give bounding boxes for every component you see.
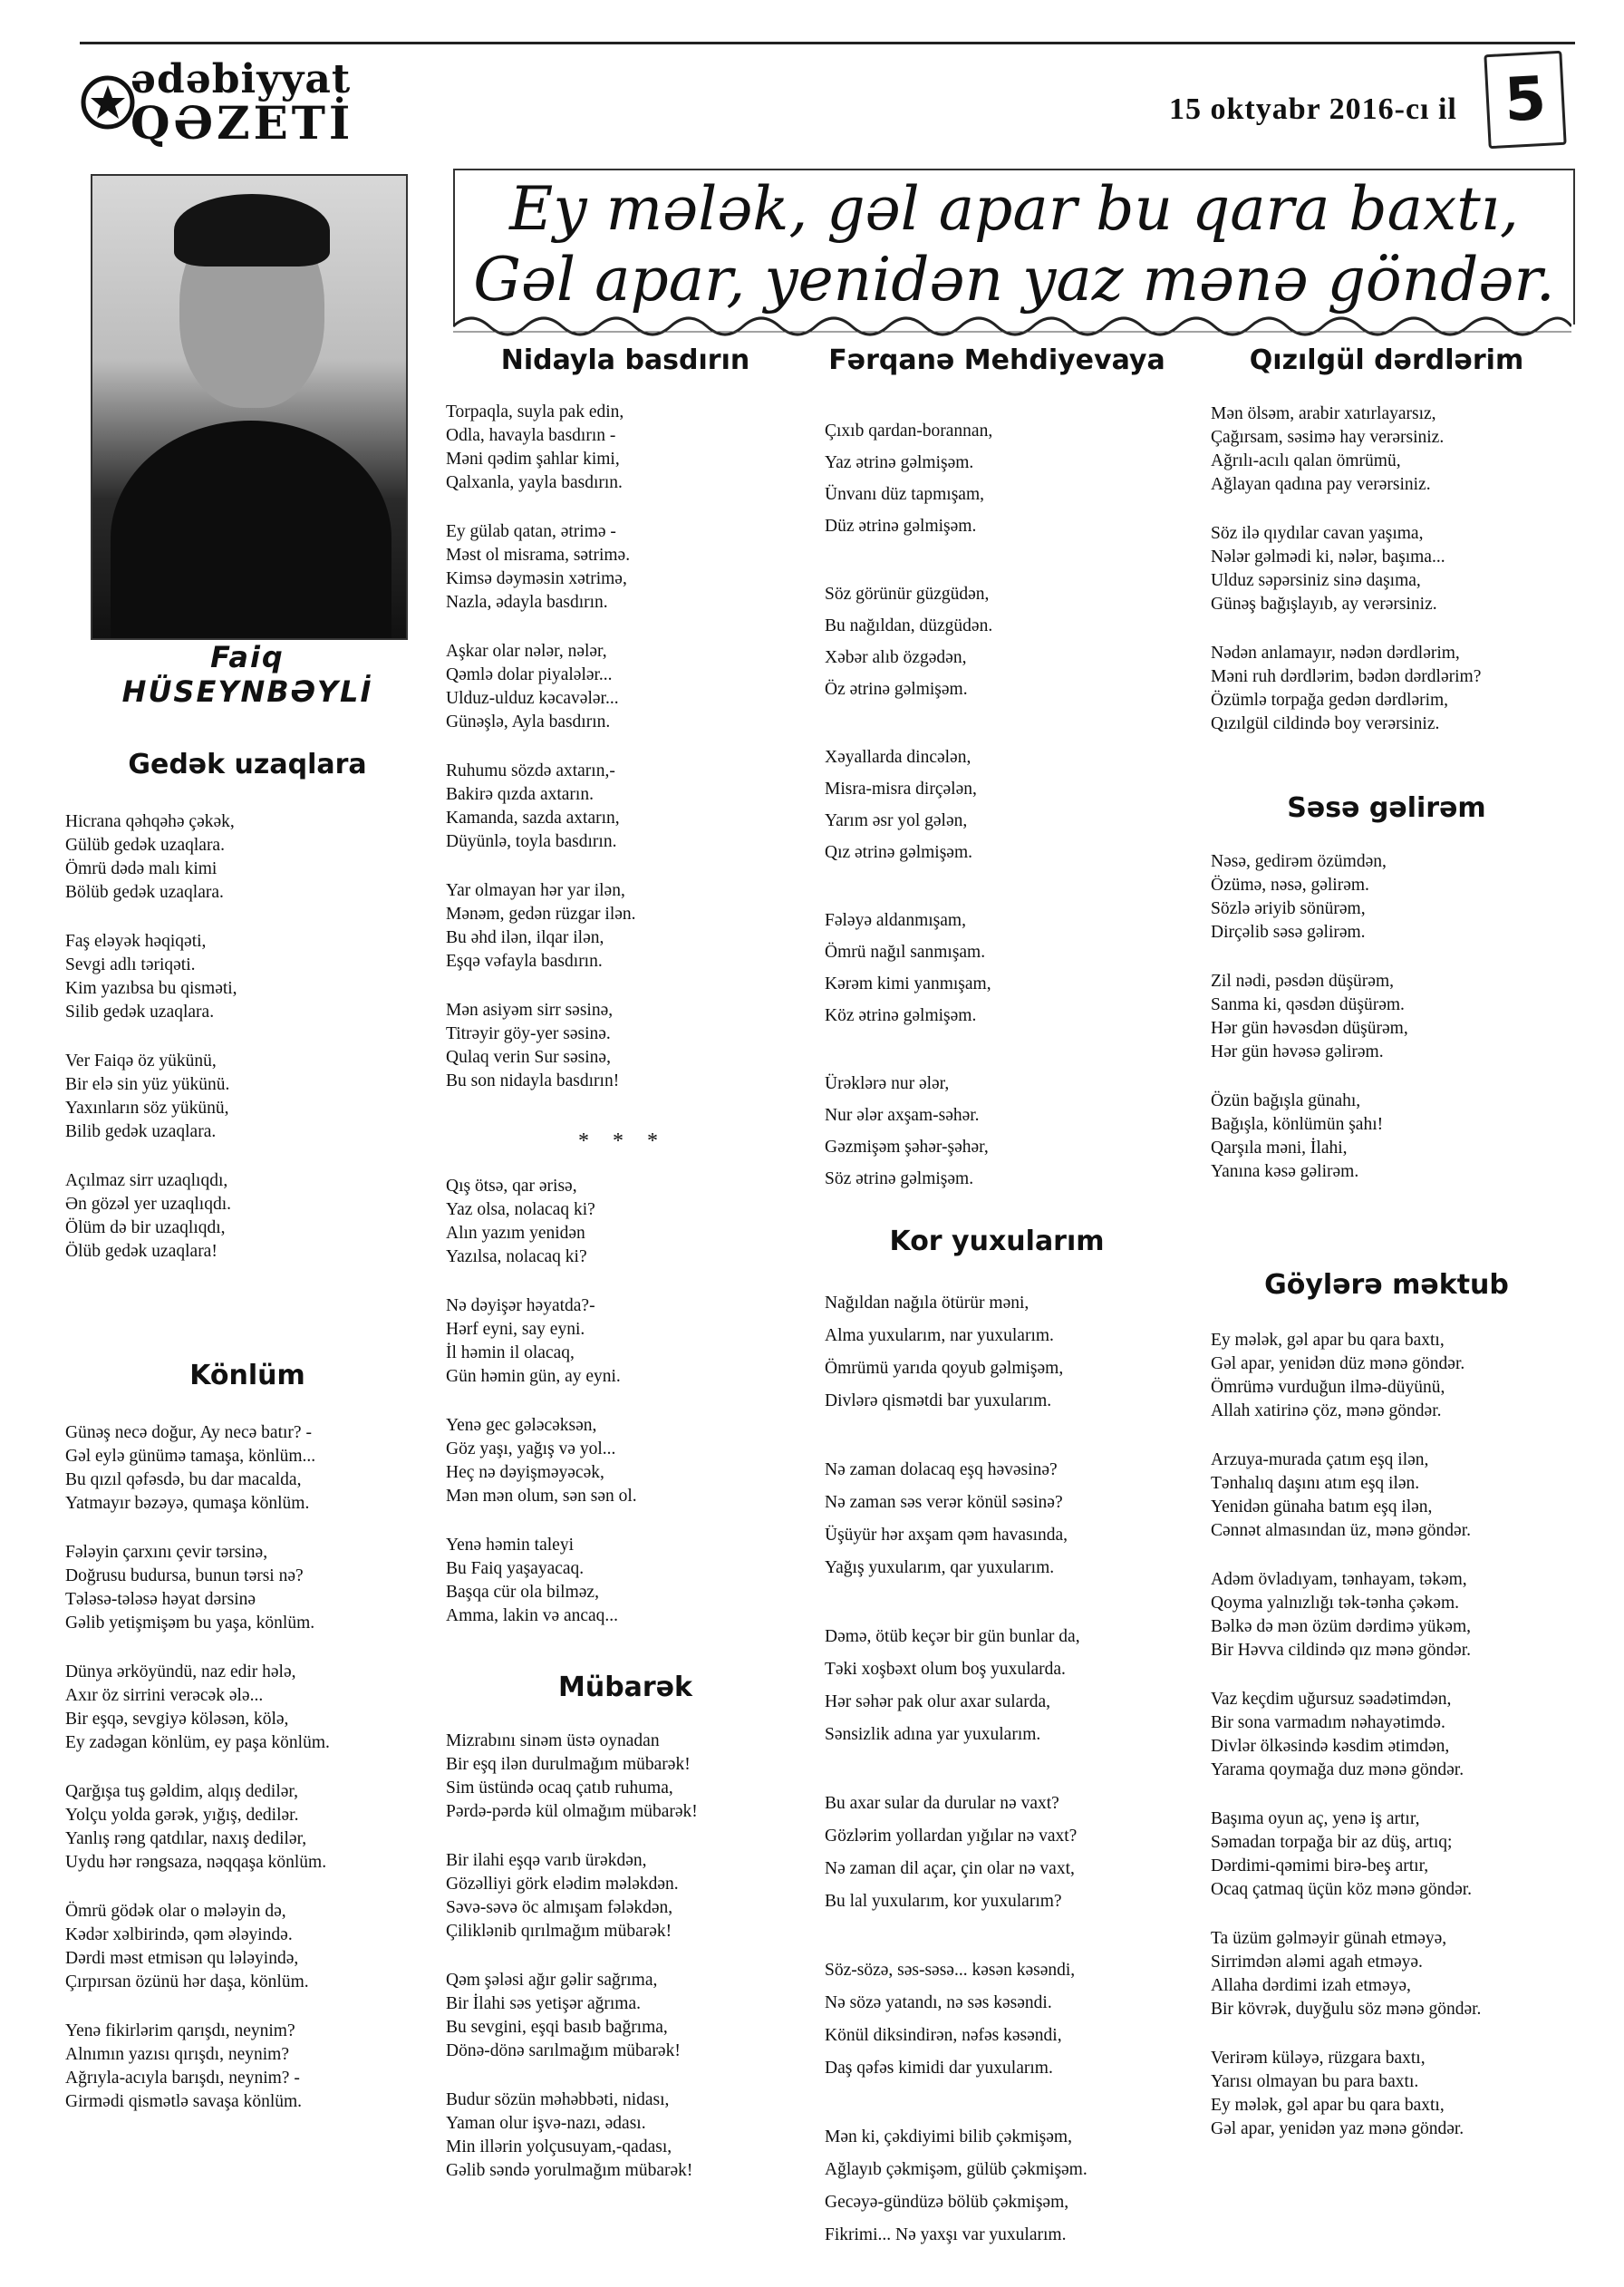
poem-line: Yanlış rəng qatdılar, naxış dedilər, bbox=[65, 1829, 307, 1848]
poem-line: Bölüb gedək uzaqlara. bbox=[65, 883, 224, 902]
poem-line: Sənsizlik adına yar yuxularım. bbox=[825, 1725, 1041, 1744]
page-number: 5 bbox=[1503, 63, 1548, 136]
poem-line: Yenə həmin taleyi bbox=[446, 1536, 574, 1555]
poem-line: Könül diksindirən, nəfəs kəsəndi, bbox=[825, 2026, 1062, 2045]
poem-line: Bir eşqə, sevgiyə köləsən, kölə, bbox=[65, 1710, 289, 1729]
poem-line: Qızılgül cildində boy verərsiniz. bbox=[1211, 714, 1440, 733]
poem-line: Nazla, ədayla basdırın. bbox=[446, 593, 608, 612]
stanza bbox=[1211, 1568, 1471, 1662]
poem-line: Qız ətrinə gəlmişəm. bbox=[825, 843, 972, 862]
poem-line: Qəmlə dolar piyalələr... bbox=[446, 665, 613, 684]
poem-line: Bir Həvva cildində qız mənə göndər. bbox=[1211, 1641, 1471, 1660]
poem-line: Ölüm də bir uzaqlıqdı, bbox=[65, 1218, 226, 1237]
stanza bbox=[65, 1661, 330, 1755]
poem-line: Səmadan torpağa bir az düş, artıq; bbox=[1211, 1833, 1453, 1852]
stanza bbox=[1211, 1090, 1383, 1184]
poem-line: Təki xoşbəxt olum boş yuxularda. bbox=[825, 1660, 1066, 1679]
poem-line: Yaman olur işvə-nazı, ədası. bbox=[446, 2114, 646, 2133]
stanza bbox=[1211, 402, 1444, 497]
poem-line: Budur sözün məhəbbəti, nidası, bbox=[446, 2090, 670, 2109]
poem-line: Yenə fikirlərim qarışdı, neynim? bbox=[65, 2021, 295, 2040]
poem-line: Yatmayır bəzəyə, qumaşa könlüm. bbox=[65, 1494, 310, 1513]
poem-line: Ünvanı düz tapmışam, bbox=[825, 485, 985, 504]
stanza bbox=[446, 1730, 698, 1824]
poem-line: Dəmə, ötüb keçər bir gün bunlar da, bbox=[825, 1627, 1080, 1646]
stanza bbox=[446, 640, 619, 734]
poem-line: Titrəyir göy-yer səsinə. bbox=[446, 1024, 611, 1043]
epigraph-line-2: Gəl apar, yenidən yaz mənə göndər. bbox=[473, 245, 1555, 315]
poem-line: Bir eşq ilən durulmağım mübarək! bbox=[446, 1755, 691, 1774]
poem-line: Axır öz sirrini verəcək ələ... bbox=[65, 1686, 264, 1705]
stanza bbox=[446, 1294, 621, 1389]
poem-line: Pərdə-pərdə kül olmağım mübarək! bbox=[446, 1802, 698, 1821]
stanza bbox=[1211, 1688, 1464, 1782]
stanza bbox=[65, 1169, 231, 1264]
poem-title-nidayla: Nidayla basdırın bbox=[500, 344, 750, 376]
poem-line: Günəş necə doğur, Ay necə batır? - bbox=[65, 1423, 312, 1442]
poem-line: Ömrü nağıl sanmışam. bbox=[825, 943, 986, 962]
poem-line: Hər səhər pak olur axar sularda, bbox=[825, 1692, 1051, 1711]
poem-line: Daş qəfəs kimidi dar yuxularım. bbox=[825, 2059, 1053, 2078]
poem-line: Zil nədi, pəsdən düşürəm, bbox=[1211, 972, 1394, 991]
poem-line: Bağışla, könlümün şahı! bbox=[1211, 1115, 1384, 1134]
poem-line: Girmədi qismətlə savaşa könlüm. bbox=[65, 2092, 303, 2111]
poem-line: Allah xatirinə çöz, mənə göndər. bbox=[1211, 1401, 1442, 1420]
poem-title-mubarek: Mübarək bbox=[557, 1672, 693, 1703]
poem-line: Fələyə aldanmışam, bbox=[825, 911, 966, 930]
poem-line: Nə sözə yatandı, nə səs kəsəndi. bbox=[825, 1993, 1052, 2012]
poem-line: Ağrılı-acılı qalan ömrümü, bbox=[1211, 451, 1401, 470]
stanza bbox=[446, 1534, 618, 1628]
poem-title-konlum: Könlüm bbox=[189, 1360, 305, 1391]
stanza bbox=[65, 930, 237, 1024]
poem-line: Mən asiyəm sirr səsinə, bbox=[446, 1001, 614, 1020]
masthead bbox=[80, 51, 406, 150]
poem-line: Ağlayıb çəkmişəm, gülüb çəkmişəm. bbox=[825, 2160, 1088, 2179]
poem-line: Kərəm kimi yanmışam, bbox=[825, 974, 991, 993]
stanza bbox=[1211, 970, 1408, 1064]
poem-line: Bu qızıl qəfəsdə, bu dar macalda, bbox=[65, 1470, 302, 1489]
poem-line: Vaz keçdim uğursuz səadətimdən, bbox=[1211, 1690, 1452, 1709]
poem-line: Bu əhd ilən, ilqar ilən, bbox=[446, 928, 604, 947]
poem-line: Nə dəyişər həyatda?- bbox=[446, 1296, 595, 1315]
poem-title-sese: Səsə gəlirəm bbox=[1287, 792, 1486, 824]
poem-line: Söz-sözə, səs-səsə... kəsən kəsəndi, bbox=[825, 1961, 1076, 1980]
poem-line: Üşüyür hər axşam qəm havasında, bbox=[825, 1526, 1068, 1545]
poem-line: Yanına kəsə gəlirəm. bbox=[1211, 1162, 1359, 1181]
stanza bbox=[446, 760, 620, 854]
poem-line: Fikrimi... Nə yaxşı var yuxularım. bbox=[825, 2225, 1067, 2244]
poem-line: Gün həmin gün, ay eyni. bbox=[446, 1367, 621, 1386]
poem-line: Köz ətrinə gəlmişəm. bbox=[825, 1006, 977, 1025]
poem-line: Məni qədim şahlar kimi, bbox=[446, 450, 620, 469]
poem-line: Nəsə, gedirəm özümdən, bbox=[1211, 852, 1387, 871]
poem-line: Söz ilə qıydılar cavan yaşıma, bbox=[1211, 524, 1424, 543]
stanza bbox=[825, 1954, 1075, 2085]
poem-line: Hərf eyni, say eyni. bbox=[446, 1320, 585, 1339]
stanza bbox=[446, 1414, 637, 1508]
poem-line: Faş eləyək həqiqəti, bbox=[65, 932, 207, 951]
photo-body bbox=[111, 421, 392, 640]
poem-line: Gözəlliyi görk elədim mələkdən. bbox=[446, 1875, 679, 1894]
poem-line: Fələyin çarxını çevir tərsinə, bbox=[65, 1543, 268, 1562]
poem-line: Nə zaman dil açar, çin olar nə vaxt, bbox=[825, 1859, 1075, 1878]
poem-line: Eşqə vəfayla basdırın. bbox=[446, 952, 603, 971]
poem-line: Qarşıla məni, İlahi, bbox=[1211, 1139, 1348, 1158]
poem-title-goylere: Göylərə məktub bbox=[1264, 1269, 1509, 1301]
masthead-emblem-icon bbox=[80, 74, 136, 131]
poem-line: Özümə, nəsə, gəlirəm. bbox=[1211, 876, 1369, 895]
poem-line: Bu Faiq yaşayacaq. bbox=[446, 1559, 585, 1578]
poem-line: Alın yazım yenidən bbox=[446, 1224, 585, 1243]
poem-line: Uydu hər rəngsaza, nəqqaşa könlüm. bbox=[65, 1853, 327, 1872]
masthead-bottom: QƏZETİ bbox=[130, 96, 354, 150]
poem-line: Sevgi adlı təriqəti. bbox=[65, 955, 196, 974]
top-rule bbox=[80, 42, 1575, 44]
poem-line: Bir ilahi eşqə varıb ürəkdən, bbox=[446, 1851, 647, 1870]
poem-line: Hicrana qəhqəhə çəkək, bbox=[65, 812, 235, 831]
poem-line: Ağlayan qadına pay verərsiniz. bbox=[1211, 475, 1431, 494]
stanza bbox=[825, 1068, 989, 1195]
stanza bbox=[65, 1421, 315, 1516]
stanza bbox=[825, 2121, 1088, 2252]
poem-line: Divlər ölkəsində kəsdim ətimdən, bbox=[1211, 1737, 1450, 1756]
issue-date: 15 oktyabr 2016-cı il bbox=[1169, 92, 1457, 126]
poem-line: Divlərə qismətdi bar yuxularım. bbox=[825, 1391, 1052, 1410]
poem-line: Səvə-səvə öc almışam fələkdən, bbox=[446, 1898, 673, 1917]
poem-title-kor: Kor yuxularım bbox=[889, 1226, 1105, 1257]
stanza bbox=[446, 1969, 681, 2063]
poem-line: Mizrabını sinəm üstə oynadan bbox=[446, 1731, 660, 1750]
poem-line: Ən gözəl yer uzaqlıqdı. bbox=[65, 1195, 232, 1214]
stanza bbox=[1211, 2047, 1464, 2141]
poem-line: Öz ətrinə gəlmişəm. bbox=[825, 680, 968, 699]
poem-line: Odla, havayla basdırın - bbox=[446, 426, 616, 445]
poem-line: Günəşlə, Ayla basdırın. bbox=[446, 712, 611, 732]
stanza bbox=[65, 2020, 302, 2114]
poem-line: Aşkar olar nələr, nələr, bbox=[446, 642, 607, 661]
poem-line: Açılmaz sirr uzaqlıqdı, bbox=[65, 1171, 228, 1190]
poem-line: Yaxınların söz yükünü, bbox=[65, 1099, 229, 1118]
poem-line: Xəbər alıb özgədən, bbox=[825, 648, 967, 667]
poem-line: Gözlərim yollardan yığılar nə vaxt? bbox=[825, 1827, 1078, 1846]
poem-line: Bu lal yuxularım, kor yuxularım? bbox=[825, 1892, 1062, 1911]
poem-line: Bu sevgini, eşqi basıb bağrıma, bbox=[446, 2018, 668, 2037]
poem-line: Ömrü gödək olar o mələyin də, bbox=[65, 1902, 286, 1921]
poem-line: Heç nə dəyişməyəcək, bbox=[446, 1463, 604, 1482]
poem-line: Yaz olsa, nolacaq ki? bbox=[446, 1200, 595, 1219]
poem-line: Torpaqla, suyla pak edin, bbox=[446, 402, 624, 422]
poem-line: Amma, lakin və ancaq... bbox=[446, 1606, 619, 1625]
stanza bbox=[825, 415, 992, 542]
poem-line: Yenə gec gələcəksən, bbox=[446, 1416, 597, 1435]
poem-line: Ağrıyla-acıyla barışdı, neynim? - bbox=[65, 2069, 300, 2088]
stanza bbox=[65, 1780, 326, 1875]
stanza bbox=[446, 520, 630, 615]
poem-line: Alma yuxularım, nar yuxularım. bbox=[825, 1326, 1054, 1345]
stanza bbox=[825, 741, 977, 868]
poem-line: Gəlib səndə yorulmağım mübarək! bbox=[446, 2161, 693, 2180]
poem-line: Arzuya-murada çatım eşq ilən, bbox=[1211, 1450, 1429, 1469]
poem-line: Ta üzüm gəlməyir günah etməyə, bbox=[1211, 1929, 1447, 1948]
poem-line: Kimsə dəyməsin xətrimə, bbox=[446, 569, 627, 588]
stanza bbox=[825, 1621, 1080, 1751]
poem-line: Xəyallarda dincələn, bbox=[825, 748, 972, 767]
poem-line: Gəlib yetişmişəm bu yaşa, könlüm. bbox=[65, 1613, 315, 1633]
poem-line: Verirəm küləyə, rüzgara baxtı, bbox=[1211, 2049, 1426, 2068]
poem-line: Gülüb gedək uzaqlara. bbox=[65, 836, 225, 855]
poem-line: Ver Faiqə öz yükünü, bbox=[65, 1051, 217, 1071]
poem-line: Yolçu yolda gərək, yığış, dedilər. bbox=[65, 1806, 299, 1825]
poem-line: Bilib gedək uzaqlara. bbox=[65, 1122, 217, 1141]
poem-line: Dirçəlib səsə gəlirəm. bbox=[1211, 923, 1366, 942]
photo-hair bbox=[174, 194, 330, 266]
poem-line: Sirrimdən aləmi agah etməyə. bbox=[1211, 1953, 1423, 1972]
epigraph-line-1: Ey mələk, gəl apar bu qara baxtı, bbox=[509, 174, 1519, 244]
poem-line: Sim üstündə ocaq çatıb ruhuma, bbox=[446, 1778, 673, 1798]
stanza bbox=[446, 2088, 692, 2183]
poem-line: Bu axar sular da durular nə vaxt? bbox=[825, 1794, 1059, 1813]
stanza bbox=[446, 1175, 595, 1269]
poem-line: Bir İlahi səs yetişər ağrıma. bbox=[446, 1994, 641, 2013]
poem-line: Qarğışa tuş gəldim, alqış dedilər, bbox=[65, 1782, 298, 1801]
author-photo bbox=[91, 174, 408, 640]
poem-line: Söz görünür güzgüdən, bbox=[825, 585, 990, 604]
poem-line: Çırpırsan özünü hər daşa, könlüm. bbox=[65, 1972, 309, 1991]
stanza bbox=[65, 1900, 309, 1994]
poem-line: İl həmin il olacaq, bbox=[446, 1343, 575, 1362]
poem-line: Başqa cür ola bilməz, bbox=[446, 1583, 599, 1602]
poem-line: Dərdimi-qəmimi birə-beş artır, bbox=[1211, 1856, 1429, 1875]
poem-line: Ömrü dədə malı kimi bbox=[65, 859, 218, 878]
poem-line: Düyünlə, toyla basdırın. bbox=[446, 832, 617, 851]
poem-line: Ocaq çatmaq üçün köz mənə göndər. bbox=[1211, 1880, 1473, 1899]
poem-line: Söz ətrinə gəlmişəm. bbox=[825, 1169, 974, 1188]
section-separator: * * * bbox=[578, 1129, 667, 1153]
poem-line: Qəm şələsi ağır gəlir sağrıma, bbox=[446, 1971, 658, 1990]
poem-line: Çıxıb qardan-borannan, bbox=[825, 422, 993, 441]
poem-line: Bu son nidayla basdırın! bbox=[446, 1071, 620, 1090]
poem-line: Düz ətrinə gəlmişəm. bbox=[825, 517, 977, 536]
poem-line: Min illərin yolçusuyam,-qadası, bbox=[446, 2137, 672, 2156]
poem-line: Özün bağışla günahı, bbox=[1211, 1091, 1361, 1110]
stanza bbox=[446, 401, 624, 495]
poem-title-qizilgul: Qızılgül dərdlərim bbox=[1249, 344, 1524, 376]
poem-line: Ey zadəgan könlüm, ey paşa könlüm. bbox=[65, 1733, 330, 1752]
stanza bbox=[825, 1454, 1068, 1584]
stanza bbox=[825, 1788, 1077, 1918]
poem-line: Kamanda, sazda axtarın, bbox=[446, 809, 620, 828]
poem-line: Günəş bağışlayıb, ay verərsiniz. bbox=[1211, 595, 1437, 614]
poem-line: Tənhalıq daşını atım eşq ilən. bbox=[1211, 1474, 1420, 1493]
stanza bbox=[1211, 1927, 1481, 2021]
poem-line: Məst ol misrama, sətrimə. bbox=[446, 546, 631, 565]
stanza bbox=[446, 1849, 679, 1943]
poem-line: Ey gülab qatan, ətrimə - bbox=[446, 522, 616, 541]
poem-line: Nədən anlamayır, nədən dərdlərim, bbox=[1211, 644, 1460, 663]
poem-line: Çağırsam, səsimə hay verərsiniz. bbox=[1211, 428, 1445, 447]
poem-line: Nağıldan nağıla ötürür məni, bbox=[825, 1294, 1030, 1313]
poem-line: Alnımın yazısı qırışdı, neynim? bbox=[65, 2045, 289, 2064]
poem-line: Sözlə əriyib sönürəm, bbox=[1211, 899, 1366, 918]
poem-line: Silib gedək uzaqlara. bbox=[65, 1003, 215, 1022]
poem-line: Misra-misra dirçələn, bbox=[825, 780, 977, 799]
poem-line: Gəzmişəm şəhər-şəhər, bbox=[825, 1138, 989, 1157]
page-number-box bbox=[1484, 51, 1566, 149]
poem-line: Kim yazıbsa bu qisməti, bbox=[65, 979, 237, 998]
stanza bbox=[65, 1050, 229, 1144]
poem-line: Qış ötsə, qar ərisə, bbox=[446, 1177, 577, 1196]
poem-title-gedek: Gedək uzaqlara bbox=[128, 749, 367, 780]
stanza bbox=[1211, 642, 1481, 736]
stanza bbox=[825, 1287, 1063, 1418]
stanza bbox=[446, 879, 636, 974]
stanza bbox=[825, 905, 991, 1032]
poem-line: Bakirə qızda axtarın. bbox=[446, 785, 594, 804]
poem-line: Cənnət almasından üz, mənə göndər. bbox=[1211, 1521, 1471, 1540]
poem-line: Ömrümü yarıda qoyub gəlmişəm, bbox=[825, 1359, 1064, 1378]
poem-line: Göz yaşı, yağış və yol... bbox=[446, 1439, 616, 1458]
poem-line: Bu nağıldan, düzgüdən. bbox=[825, 616, 993, 635]
poem-line: Dönə-dönə sarılmağım mübarək! bbox=[446, 2041, 681, 2060]
poem-line: Yar olmayan hər yar ilən, bbox=[446, 881, 625, 900]
stanza bbox=[825, 578, 992, 705]
poem-title-ferqane: Fərqanə Mehdiyevaya bbox=[828, 344, 1165, 376]
stanza bbox=[1211, 1449, 1471, 1543]
poem-line: Ruhumu sözdə axtarın,- bbox=[446, 761, 615, 780]
stanza bbox=[65, 1541, 314, 1635]
poem-line: Dünya ərköyündü, naz edir hələ, bbox=[65, 1662, 296, 1681]
masthead-top: ədəbiyyat bbox=[130, 56, 352, 102]
poem-line: Yazılsa, nolacaq ki? bbox=[446, 1247, 587, 1266]
poem-line: Qulaq verin Sur səsinə, bbox=[446, 1048, 611, 1067]
poem-line: Hər gün həvəsdən düşürəm, bbox=[1211, 1019, 1408, 1038]
poem-line: Gəl eylə günümə tamaşa, könlüm... bbox=[65, 1447, 316, 1466]
poem-line: Gəl apar, yenidən yaz mənə göndər. bbox=[1211, 2119, 1464, 2138]
poem-line: Sanma ki, qəsdən düşürəm. bbox=[1211, 995, 1405, 1014]
poem-line: Nələr gəlmədi ki, nələr, başıma... bbox=[1211, 548, 1445, 567]
poem-line: Yağış yuxularım, qar yuxularım. bbox=[825, 1558, 1055, 1577]
poem-line: Nə zaman səs verər könül səsinə? bbox=[825, 1493, 1063, 1512]
poem-line: Yenidən günaha batım eşq ilən, bbox=[1211, 1497, 1433, 1517]
poem-line: Dərdi məst etmisən qu lələyində, bbox=[65, 1949, 299, 1968]
poem-line: Kədər xəlbirində, qəm ələyində. bbox=[65, 1925, 293, 1944]
poem-line: Başıma oyun aç, yenə iş artır, bbox=[1211, 1809, 1420, 1828]
poem-line: Yaz ətrinə gəlmişəm. bbox=[825, 453, 974, 472]
poem-line: Ey mələk, gəl apar bu qara baxtı, bbox=[1211, 1331, 1445, 1350]
poem-line: Ulduz-ulduz kəcavələr... bbox=[446, 689, 619, 708]
poem-line: Hər gün həvəsə gəlirəm. bbox=[1211, 1042, 1384, 1061]
poem-line: Ömrümə vurduğun ilmə-düyünü, bbox=[1211, 1378, 1445, 1397]
author-name: Faiq HÜSEYNBƏYLİ bbox=[121, 640, 373, 709]
stanza bbox=[1211, 850, 1387, 945]
poem-line: Ey mələk, gəl apar bu qara baxtı, bbox=[1211, 2096, 1445, 2115]
poem-line: Nur ələr axşam-səhər. bbox=[825, 1106, 980, 1125]
stanza bbox=[65, 810, 235, 905]
poem-line: Mənəm, gedən rüzgar ilən. bbox=[446, 905, 636, 924]
poem-line: Məni ruh dərdlərim, bədən dərdlərim? bbox=[1211, 667, 1482, 686]
poem-line: Qoyma yalnızlığı tək-tənha çəkəm. bbox=[1211, 1594, 1459, 1613]
poem-line: Bir elə sin yüz yükünü. bbox=[65, 1075, 230, 1094]
poem-line: Yarım əsr yol gələn, bbox=[825, 811, 968, 830]
poem-line: Mən ölsəm, arabir xatırlayarsız, bbox=[1211, 404, 1436, 423]
poem-line: Yarısı olmayan bu para baxtı. bbox=[1211, 2072, 1419, 2091]
stanza bbox=[1211, 1329, 1464, 1423]
poem-line: Bir kövrək, duyğulu söz mənə göndər. bbox=[1211, 2000, 1482, 2019]
stanza bbox=[1211, 1807, 1472, 1902]
poem-line: Bir sona varmadım nəhayətimdə. bbox=[1211, 1713, 1445, 1732]
stanza bbox=[1211, 522, 1445, 616]
poem-line: Bəlkə də mən özüm dərdimə yükəm, bbox=[1211, 1617, 1471, 1636]
poem-line: Adəm övladıyam, tənhayam, təkəm, bbox=[1211, 1570, 1467, 1589]
poem-line: Çiliklənib qırılmağım mübarək! bbox=[446, 1922, 672, 1941]
poem-line: Ulduz səpərsiniz sinə daşıma, bbox=[1211, 571, 1421, 590]
poem-line: Yarama qoymağa duz mənə göndər. bbox=[1211, 1760, 1464, 1779]
poem-line: Ürəklərə nur ələr, bbox=[825, 1074, 950, 1093]
poem-line: Doğrusu budursa, bunun tərsi nə? bbox=[65, 1566, 304, 1585]
poem-line: Gəl apar, yenidən düz mənə göndər. bbox=[1211, 1354, 1465, 1373]
poem-line: Allaha dərdimi izah etməyə, bbox=[1211, 1976, 1411, 1995]
poem-line: Mən ki, çəkdiyimi bilib çəkmişəm, bbox=[825, 2127, 1072, 2146]
poem-line: Özümlə torpağa gedən dərdlərim, bbox=[1211, 691, 1449, 710]
poem-line: Mən mən olum, sən sən ol. bbox=[446, 1487, 637, 1506]
poem-line: Nə zaman dolacaq eşq həvəsinə? bbox=[825, 1460, 1058, 1479]
epigraph-wave-ornament bbox=[453, 301, 1571, 337]
poem-line: Ölüb gedək uzaqlara! bbox=[65, 1242, 218, 1261]
stanza bbox=[446, 999, 619, 1093]
poem-line: Gecəyə-gündüzə bölüb çəkmişəm, bbox=[825, 2193, 1069, 2212]
poem-line: Tələsə-tələsə həyat dərsinə bbox=[65, 1590, 256, 1609]
poem-line: Qalxanla, yayla basdırın. bbox=[446, 473, 623, 492]
